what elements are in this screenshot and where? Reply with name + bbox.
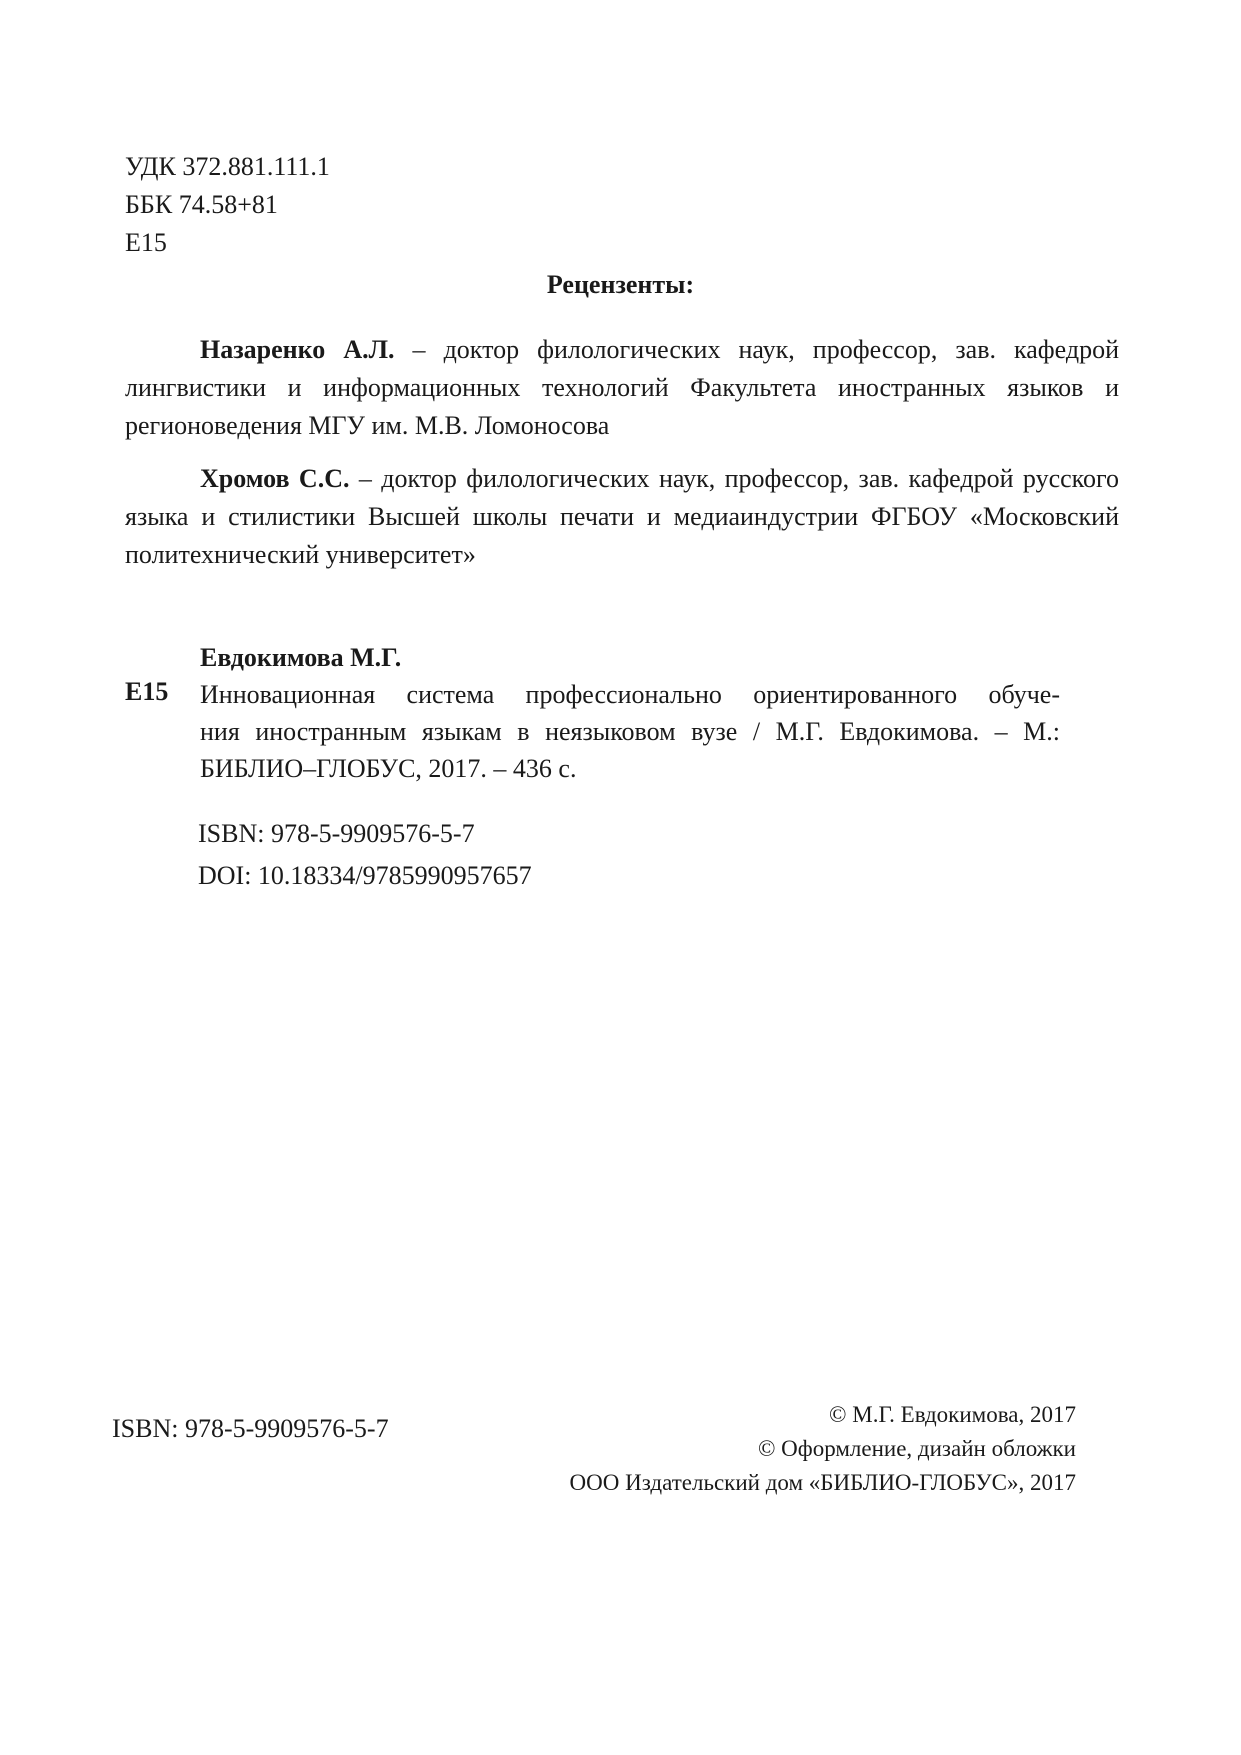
reviewer-entry — [125, 460, 1119, 574]
bibliographic-line: БИБЛИО–ГЛОБУС, 2017. – 436 с. — [200, 754, 577, 783]
bibliographic-line: ния иностранным языкам в неязыковом вузе / М.Г. Евдокимова. – М.: — [200, 717, 1060, 746]
bibliographic-line: Инновационная система профессионально ориентированного обуче- — [200, 680, 1060, 709]
bibliographic-author: Евдокимова М.Г. — [200, 643, 402, 672]
classification-block — [125, 148, 330, 262]
identifiers-block — [198, 813, 532, 897]
reviewers-heading: Рецензенты: — [546, 270, 695, 299]
copyright-line: © Оформление, дизайн обложки — [757, 1436, 1076, 1461]
footer-isbn: ISBN: 978-5-9909576-5-7 — [112, 1414, 389, 1443]
reviewer-name: Хромов С.С. — [200, 464, 350, 493]
copyright-line: ООО Издательский дом «БИБЛИО-ГЛОБУС», 2017 — [569, 1470, 1076, 1495]
isbn-line: ISBN: 978-5-9909576-5-7 — [198, 819, 475, 848]
author-mark: Е15 — [125, 228, 167, 257]
reviewer-description: – доктор филологических наук, профессор, зав. кафедрой русского языка и стилистики Высшей школы печати и медиаиндустрии ФГБОУ «Московский политехнический университет» — [125, 464, 1119, 569]
reviewer-name: Назаренко А.Л. — [200, 335, 395, 364]
copyright-block — [570, 1398, 1076, 1500]
copyright-line: © М.Г. Евдокимова, 2017 — [829, 1402, 1076, 1427]
bibliographic-description — [200, 676, 1060, 787]
udk-code: УДК 372.881.111.1 — [125, 152, 330, 181]
bbk-code: ББК 74.58+81 — [125, 190, 278, 219]
bibliographic-code: Е15 — [125, 677, 169, 706]
reviewer-description: – доктор филологических наук, профессор, зав. кафедрой лингвистики и информационных технологий Факультета иностранных языков и регионоведения МГУ им. М.В. Ломоносова — [125, 335, 1119, 440]
reviewer-entry — [125, 331, 1119, 445]
doi-line: DOI: 10.18334/9785990957657 — [198, 861, 532, 890]
